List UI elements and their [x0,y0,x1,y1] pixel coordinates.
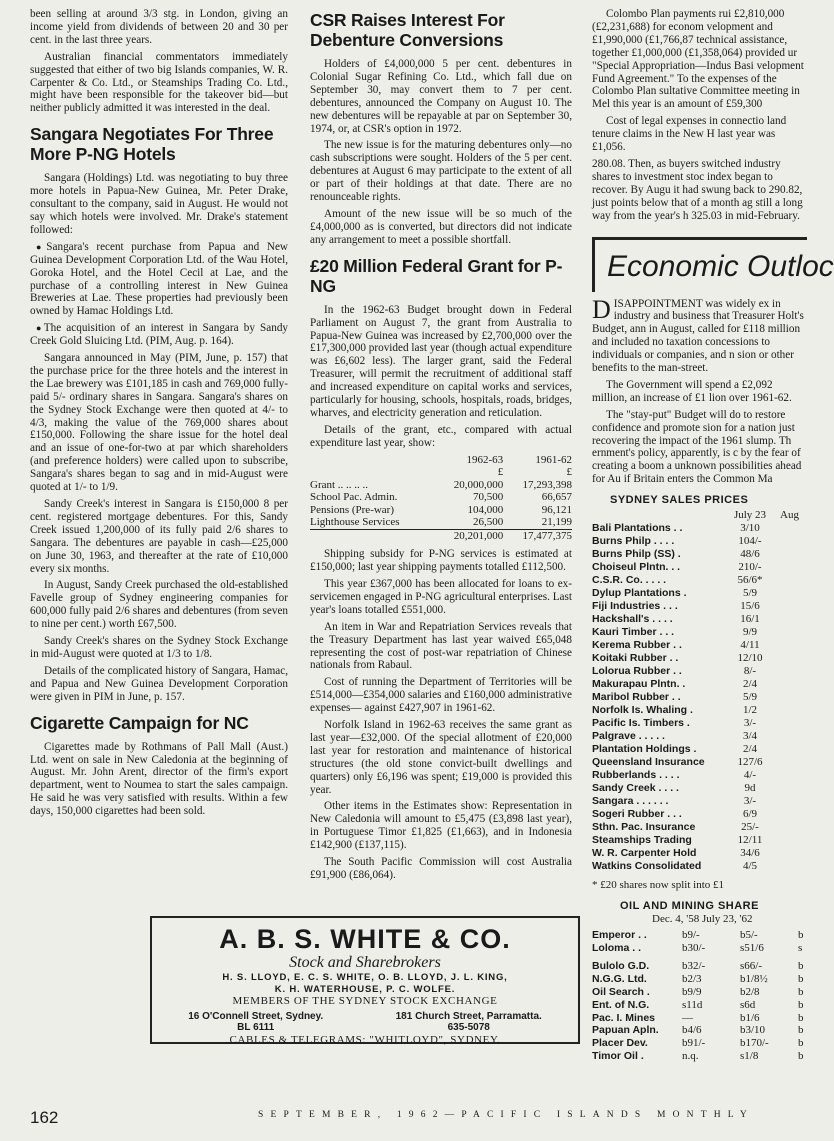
oil-mining-dates: Dec. 4, '58 July 23, '62 [652,912,753,925]
headline-federal-grant: £20 Million Federal Grant for P-NG [310,255,563,296]
headline-cigarette: Cigarette Campaign for NC [30,712,249,733]
share-price: 127/6 [737,756,763,769]
share-price: s [798,941,803,954]
table-row [592,986,804,999]
article-text: been selling at around 3/3 stg. in London, giving an income yield from dividends of between 20 and 30 per cent. in the last three years. [30,8,288,46]
share-price: b [798,1049,804,1062]
article-text: The Government will spend a £2,092 million, an increase of £1 lion over 1961-62. [592,378,792,404]
share-name: W. R. Carpenter Hold [592,847,697,860]
share-price: 4/11 [740,639,760,652]
share-price: b170/- [740,1037,769,1050]
table-row [592,942,804,955]
grant-value: 66,657 [541,491,572,504]
share-price: b4/6 [682,1024,702,1037]
ad-phone: 635-5078 [447,1022,490,1033]
table-row [592,522,822,535]
ad-phone: BL 6111 [237,1022,275,1033]
share-name: Burns Philp (SS) . [592,548,681,561]
article-text: Cigarettes made by Rothmans of Pall Mall (Aust.) Ltd. went on sale in New Caledonia at the beginning of August. Mr. John Arent, director of the firm's export department, went to Noumea to start the sales campaign. He said he was very satisfied with results. Within a few days, 150,000 cigarettes had been sold. [30,740,288,818]
article-text: Australian financial commentators immediately suggested that either of two big Islands companies, W. R. Carpenter & Co. Ltd., or Steamships Trading Co. Ltd., might have been responsible for the takeover bid—but neither publicly admitted it was interested in the deal. [30,50,288,115]
share-price: b [798,986,804,998]
bullet-item: ● Sangara's recent purchase from Papua and New Guinea Development Corporation Ltd. of the Wau Hotel, Goroka Hotel, and the Hotel Cecil at Lae, and the purchase of a controlling interest in New Guinea Breweries at Lae. These properties had previously been owned by Hamac Holdings Ltd. [30,241,288,318]
table-row [592,704,822,717]
oil-mining-table [592,929,804,1063]
share-name: Kauri Timber . . . [592,626,675,639]
page-number: 162 [30,1108,59,1127]
oil-mining-title: OIL AND MINING SHARE [620,900,759,912]
share-name: Sogeri Rubber . . . [592,808,682,821]
prices-col-header: July 23 [733,509,767,522]
grant-label: School Pac. Admin. [310,491,398,504]
share-name: Oil Search . [592,986,650,998]
grant-col-header: 1961-62 [535,453,572,466]
share-price: b91/- [682,1037,706,1050]
sydney-sales-prices-title: SYDNEY SALES PRICES [610,494,749,507]
grant-value: 96,121 [541,503,572,516]
grant-label: Grant .. .. .. .. [310,478,369,491]
table-row [310,516,572,529]
grant-total: 20,201,000 [434,529,503,542]
ad-address-sydney [188,1011,323,1033]
article-text [592,294,807,375]
share-name: Lolorua Rubber . . [592,665,682,678]
sydney-prices-table [592,509,822,873]
ad-address: 16 O'Connell Street, Sydney. [188,1011,324,1022]
table-row [592,587,822,600]
share-name: Dylup Plantations . [592,587,687,600]
grant-table [310,454,572,543]
grant-col-header: 1962-63 [466,453,504,466]
article-text: Shipping subsidy for P-NG services is estimated at £150,000; last year shipping payments totalled £112,500. [310,548,572,574]
article-text: An item in War and Repatriation Services reveals that the Treasury Department has last year waived £65,048 representing the cost of post-war repatriation of Chinese nationals from Rabaul. [310,620,572,672]
share-name: Makurapau Plntn. . [592,678,686,691]
table-row [592,730,822,743]
share-name: Bulolo G.D. [592,960,650,973]
share-price: 4/5 [742,860,758,873]
share-price: b5/- [740,928,758,941]
prices-col-header: Aug [780,509,799,522]
article-text: The "stay-put" Budget will do to restore confidence and promote sion for a nation just recovering the impact of the 1961 slump. Th ernment's policy, apparently, is c by the fear of creating a boom a unknown possibilities ahead for Au if Britain enters the Common Ma [592,408,802,486]
table-row [592,652,822,665]
article-text: In the 1962-63 Budget brought down in Federal Parliament on August 7, the grant from Australia to Papua-New Guinea was increased by £2,700,000 over the £17,300,000 provided last year (though actual expenditure was £6,602 less). The larger grant, said the Federal Treasurer, will permit the recruitment of additional staff and increased expenditure on capital works and services, particularly for housing, schools, hospitals, roads, bridges, wharves, and electricity generation and reticulation. [310,303,572,419]
article-text: Holders of £4,000,000 5 per cent. debentures in Colonial Sugar Refining Co. Ltd., which fall due on September 30, may convert them to 7 per cent. debentures, announced the Company on August 10. The new debentures will be repayable at par on September 30, 1974, or, at CSR's option in 1972. [310,58,572,135]
share-price: s1/8 [740,1049,759,1062]
article-text: Norfolk Island in 1962-63 receives the same grant as last year—£32,000. Of the special allotment of £20,000 last year for restoration and maintenance of historical structures (the old stone convict-built dwellings and quarters) only £6,196 was spent; £19,000 is provided this year. [310,719,572,796]
article-text: 280.08. Then, as buyers switched industry shares to investment stoc index began to recover. By Augu it had swung back to 290.82, just points below that of a month ag still a long way from the year's h 325.03 in mid-February. [592,157,803,222]
share-price: 15/6 [740,600,760,613]
share-price: 5/9 [742,587,758,600]
share-name: Emperor . . [592,928,647,941]
table-row [592,1012,804,1025]
ad-address-parramatta [396,1011,542,1033]
share-price: 56/6* [737,574,763,587]
share-price: 4/- [743,769,757,782]
share-name: N.G.G. Ltd. [592,973,647,986]
table-row [592,808,822,821]
grant-value: 21,199 [541,516,572,529]
share-price: 34/6 [740,847,760,860]
table-row [592,678,822,691]
share-price: b2/3 [682,973,702,986]
table-row [310,504,572,517]
share-price: 5/9 [742,691,758,704]
ad-addresses [152,1011,578,1033]
share-price: 12/11 [737,834,763,847]
ad-address: 181 Church Street, Parramatta. [395,1011,542,1022]
table-row [592,821,822,834]
share-price: b [798,1024,804,1037]
share-price: b [798,960,804,973]
article-text: This year £367,000 has been allocated for loans to ex-servicemen engaged in P-NG agricultural enterprises. Last year's loans totalled £551,000. [310,577,572,616]
headline-csr: CSR Raises Interest For Debenture Conversions [310,10,505,50]
share-price: 210/- [738,561,762,574]
article-text: Details of the grant, etc., compared with actual expenditure last year, show: [310,423,572,449]
share-price: b1/8½ [740,973,768,986]
share-price: b [798,998,804,1011]
page-footer [30,1100,801,1130]
table-row [592,535,822,548]
share-name: Timor Oil . [592,1049,644,1062]
share-name: Queensland Insurance [592,756,705,769]
table-row [592,973,804,986]
share-price: s51/6 [740,941,764,954]
share-price: 2/4 [742,743,758,756]
share-price: 1/2 [742,704,758,717]
broker-advertisement [150,916,580,1044]
ad-subtitle: Stock and Sharebrokers [289,954,441,971]
share-price: b9/9 [682,986,702,998]
share-name: Sangara . . . . . . [592,795,669,808]
table-row [592,717,822,730]
grant-total: 17,477,375 [503,529,572,542]
share-price: b2/8 [740,986,760,998]
column-left [30,8,288,822]
table-row [592,756,822,769]
table-row [592,782,822,795]
table-row [310,491,572,504]
ad-members: MEMBERS OF THE SYDNEY STOCK EXCHANGE [232,995,498,1007]
table-row [592,561,822,574]
ad-firm-name: A. B. S. WHITE & CO. [219,924,511,954]
table-row [592,1050,804,1063]
grant-label: Lighthouse Services [310,516,400,529]
share-price: b [798,1037,804,1050]
running-footer: SEPTEMBER, 1962—PACIFIC ISLANDS MONTHLY [258,1110,754,1120]
share-name: Plantation Holdings . [592,743,697,756]
footnote: * £20 shares now split into £1 [592,879,724,892]
share-name: Bali Plantations . . [592,522,683,535]
share-price: 3/10 [740,522,760,535]
share-price: b1/6 [740,1011,760,1024]
share-price: b [798,973,804,986]
share-price: b9/- [682,928,700,941]
share-name: Steamships Trading [592,834,692,847]
grant-unit: £ [566,466,572,479]
share-price: 2/4 [742,678,758,691]
share-price: s66/- [740,960,762,973]
share-price: 9/9 [742,626,758,639]
share-price: 25/- [741,821,759,834]
article-text: Sangara announced in May (PIM, June, p. 157) that the purchase price for the three hotels and the interest in the Lae brewery was £101,185 in cash and 769,000 fully-paid 5/- ordinary shares in Sangara. Sangara's shares on the Sydney Stock Exchange were then quoted at 4/- to 4/3, making the value of the 769,000 shares about £150,000. Following the share issue for the hotel deal and an issue of one-for-two at par which shareholders (and preference holders) were called upon to subscribe, Sangara's shares began to sag and in mid-August were quoted at 1/- to 1/9. [30,352,288,494]
table-row [592,743,822,756]
table-row [592,613,822,626]
share-name: Pacific Is. Timbers . [592,717,690,730]
share-price: 8/- [743,665,757,678]
grant-value: 70,500 [472,491,504,504]
share-name: Burns Philp . . . . [592,535,675,548]
share-name: Hackshall's . . . . [592,613,673,626]
outlook-lead: ISAPPOINTMENT was widely ex in industry and business that Treasurer Holt's Budget, ann in August, called for £118 million and included no taxation concessions to individuals or companies, and n sion or other benefits to the man-street. [592,297,804,375]
table-row [592,574,822,587]
table-row [592,769,822,782]
article-text: The South Pacific Commission will cost Australia £91,900 (£86,064). [310,856,572,881]
share-price: 16/1 [740,613,760,626]
share-price: b [798,928,804,941]
share-price: b30/- [682,941,706,954]
share-price: 12/10 [737,652,763,665]
share-name: Sandy Creek . . . . [592,782,679,795]
share-name: Rubberlands . . . . [592,769,680,782]
share-price: b3/10 [740,1024,766,1037]
column-right [592,8,834,1063]
table-row [592,795,822,808]
share-price: 3/4 [742,730,758,743]
share-price: — [682,1011,693,1024]
article-text: The new issue is for the maturing debentures only—no cash subscriptions were sought. Holders of the 5 per cent. debentures at August 6 may participate to the extent of all or part of their holdings at that date. There are no renounceable rights. [310,139,572,204]
article-text: Sangara (Holdings) Ltd. was negotiating to buy three more hotels in Papua-New Guinea, Mr. Peter Drake, consultant to the company, said in August. He would not say which hotels were involved. Mr. Drake's statement followed: [30,172,288,236]
share-price: b32/- [682,960,706,973]
share-name: Kerema Rubber . . [592,639,682,652]
table-row [310,479,572,492]
grant-value: 20,000,000 [453,478,504,491]
article-text: Other items in the Estimates show: Representation in New Caledonia will amount to £5,475 (£3,898 last year), in Portuguese Timor £1,825 (£1,663), and in Indonesia £142,900 (£137,115). [310,800,572,852]
table-row [592,834,822,847]
table-row [592,639,822,652]
share-name: Fiji Industries . . . [592,600,678,613]
grant-value: 17,293,398 [522,478,572,491]
share-name: Placer Dev. [592,1037,648,1050]
share-name: Pac. I. Mines [592,1011,656,1024]
share-price: 9d [744,782,756,795]
ad-partners: K. H. WATERHOUSE, P. C. WOLFE. [274,983,456,995]
share-name: Norfolk Is. Whaling . [592,704,693,717]
table-row [592,1037,804,1050]
share-price: s11d [682,998,703,1011]
share-price: 104/- [738,535,762,548]
table-row [592,999,804,1012]
table-total-row [310,529,572,542]
share-name: Loloma . . [592,941,642,954]
table-row [592,600,822,613]
share-price: 48/6 [740,548,760,561]
article-text: In August, Sandy Creek purchased the old-established Favelle group of Sydney engineering companies for 600,000 fully paid 2/6 shares and debentures (from seven to nine per cent.) worth £67,500. [30,579,288,631]
share-price: n.q. [682,1049,699,1062]
ad-partners: H. S. LLOYD, E. C. S. WHITE, O. B. LLOYD, J. L. KING, [222,972,508,983]
grant-value: 26,500 [472,516,504,529]
share-name: Koitaki Rubber . . [592,652,679,665]
article-text: Colombo Plan payments rui £2,810,000 (£2,231,688) for econom velopment and £1,990,000 (£1,766,87 technical assistance, together £1,000,000 (£1,358,064) provided ur "Special Appropriation—Indus Basi velopment Fund Agreement." To the expenses of the Colombo Plan sultative Committee meeting in Mel this year is an amount of £59,300 [592,8,804,111]
share-name: Palgrave . . . . . [592,730,665,743]
article-text: Details of the complicated history of Sangara, Hamac, and Papua and New Guinea Development Corporation were given in PIM in June, p. 157. [30,664,288,703]
article-text: Cost of legal expenses in connectio land tenure claims in the New H last year was £1,056. [592,115,787,154]
bullet-item: ● The acquisition of an interest in Sangara by Sandy Creek Gold Sluicing Ltd. (PIM, Aug. p. 164). [30,322,288,348]
share-name: Ent. of N.G. [592,998,650,1011]
column-middle [310,8,572,886]
share-price: 6/9 [742,808,758,821]
grant-value: 104,000 [467,503,504,516]
share-name: Papuan Apln. [592,1024,659,1037]
share-price: s6d [740,998,756,1011]
ad-cables: CABLES & TELEGRAMS: "WHITLOYD", SYDNEY. [229,1034,501,1046]
share-name: Choiseul Plntn. . . [592,561,681,574]
grant-label: Pensions (Pre-war) [310,503,395,516]
article-text: Cost of running the Department of Territories will be £514,000—£354,000 salaries and £160,000 administrative expenses— against £427,907 in 1961-62. [310,676,572,715]
headline-sangara: Sangara Negotiates For Three More P-NG Hotels [30,124,274,165]
table-row [592,860,822,873]
table-row [592,847,822,860]
article-text: Sandy Creek's shares on the Sydney Stock Exchange in mid-August were quoted at 1/3 to 1/8. [30,635,288,660]
table-row [592,960,804,973]
article-text: Sandy Creek's interest in Sangara is £150,000 8 per cent. registered mortgage debentures. For this, Sandy Creek issued 1,200,000 of its fully paid 2/6 shares to Sangara. The debentures are payable in cash—£25,000 on June 30, 1963, and thereafter at the rate of £10,000 every six months. [30,498,288,575]
share-price: b [798,1011,804,1024]
share-price: 3/- [743,795,757,808]
drop-cap: D [592,294,611,324]
table-row [592,1024,804,1037]
share-name: Sthn. Pac. Insurance [592,821,696,834]
table-row [592,548,822,561]
grant-unit: £ [497,466,504,479]
article-text: Amount of the new issue will be so much of the £4,000,000 as is converted, but directors did not indicate any arrangement to meet a possible shortfall. [310,207,572,246]
share-name: Maribol Rubber . . [592,691,681,704]
share-name: C.S.R. Co. . . . . [592,574,667,587]
table-row [592,691,822,704]
table-row [592,626,822,639]
share-name: Watkins Consolidated [592,860,702,873]
economic-outlook-heading: Economic Outloc [592,237,807,292]
share-price: 3/- [743,717,757,730]
table-row [592,665,822,678]
table-row [592,929,804,942]
